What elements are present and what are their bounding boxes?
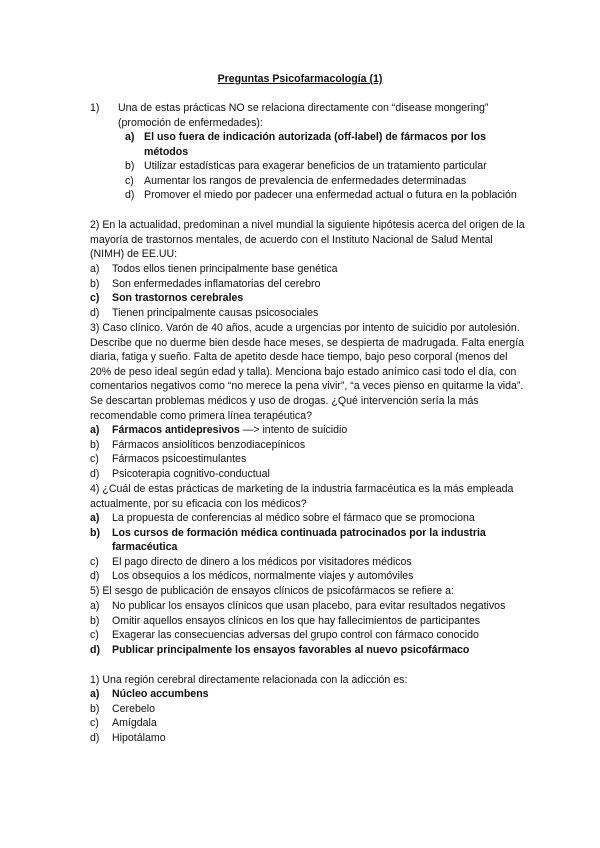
question-2-options xyxy=(90,262,526,320)
option-b: b) Los cursos de formación médica continuada patrocinados por la industria farmacéutica xyxy=(90,526,486,554)
option-c: c) Son trastornos cerebrales xyxy=(90,292,244,305)
option-c: c) Amígdala xyxy=(90,717,157,730)
option-a: a) El uso fuera de indicación autorizada (off-label) de fármacos por los métodos xyxy=(125,131,487,158)
question-text: Una de estas prácticas NO se relaciona directamente con “disease mongering” (promoción de enfermedades): xyxy=(118,102,489,129)
option-a-note: —> intento de suicidio xyxy=(239,424,348,436)
option-d: d) Psicoterapia cognitivo-conductual xyxy=(90,467,270,480)
option-a: a) Núcleo accumbens xyxy=(90,688,209,700)
option-b: b) Fármacos ansiolíticos benzodiacepínicos xyxy=(90,438,306,451)
option-c: c) El pago directo de dinero a los médicos por visitadores médicos xyxy=(90,555,412,568)
question-5-text: 5) El sesgo de publicación de ensayos clínicos de psicofármacos se refiere a: xyxy=(90,585,454,597)
question-2-text: 2) En la actualidad, predominan a nivel mundial la siguiente hipótesis acerca del origen de la mayoría de trastornos mentales, de acuerdo con el Instituto Nacional de Salud Mental (NIMH) de EE.UU: xyxy=(90,219,525,261)
option-c: c) Aumentar los rangos de prevalencia de enfermedades determinadas xyxy=(125,174,467,187)
question-4-options xyxy=(90,511,526,584)
question-3-text: 3) Caso clínico. Varón de 40 años, acude a urgencias por intento de suicidio por autolesión. Describe que no duerme bien desde hace meses, se despierta de madrugada. Falta energía diaria, fatiga y sueño. Falta de apetito desde hace tiempo, bajo peso corporal (menos del 20% de peso ideal según edad y talla). Menciona bajo estado anímico casi todo el día, con comentarios negativos como “no merece la pena vivir”, “a veces pienso en quitarme la vida”. Se descartan problemas médicos y uso de drogas. ¿Qué intervención sería la más recomendable como primera línea terapéutica? xyxy=(90,322,525,422)
option-a: a) Fármacos antidepresivos —> intento de suicidio xyxy=(90,424,348,436)
option-a: a) No publicar los ensayos clínicos que usan placebo, para evitar resultados negativos xyxy=(90,600,506,612)
option-d: d) Publicar principalmente los ensayos favorables al nuevo psicofármaco xyxy=(90,643,470,656)
option-c: c) Fármacos psicoestimulantes xyxy=(90,453,247,466)
option-d: d) Promover el miedo por padecer una enfermedad actual o futura en la población xyxy=(125,189,517,202)
option-c: c) Exagerar las consecuencias adversas del grupo control con fármaco conocido xyxy=(90,629,479,642)
question-number: 1) xyxy=(90,102,100,114)
question-5-options xyxy=(90,599,526,657)
question-6-text: 1) Una región cerebral directamente relacionada con la adicción es: xyxy=(90,674,408,686)
question-6-options xyxy=(90,687,526,745)
page-title: Preguntas Psicofarmacología (1) xyxy=(217,73,383,85)
option-b: b) Omitir aquellos ensayos clínicos en los que hay fallecimientos de participantes xyxy=(90,614,481,627)
option-b: b) Son enfermedades inflamatorias del cerebro xyxy=(90,277,321,290)
option-d: d) Hipotálamo xyxy=(90,731,166,744)
question-3-options xyxy=(90,423,526,481)
question-1-options xyxy=(125,130,525,203)
option-a: a) Todos ellos tienen principalmente base genética xyxy=(90,263,338,275)
option-b: b) Utilizar estadísticas para exagerar beneficios de un tratamiento particular xyxy=(125,160,487,173)
option-d: d) Tienen principalmente causas psicosociales xyxy=(90,306,319,319)
option-b: b) Cerebelo xyxy=(90,702,155,715)
option-d: d) Los obsequios a los médicos, normalmente viajes y automóviles xyxy=(90,570,414,583)
question-4-text: 4) ¿Cuál de estas prácticas de marketing de la industria farmacéutica es la más empleada actualmente, por su eficacia con los médicos? xyxy=(90,483,514,510)
option-a: a) La propuesta de conferencias al médico sobre el fármaco que se promociona xyxy=(90,512,475,524)
question-1 xyxy=(90,101,530,130)
option-a-answer: Fármacos antidepresivos xyxy=(112,424,240,436)
